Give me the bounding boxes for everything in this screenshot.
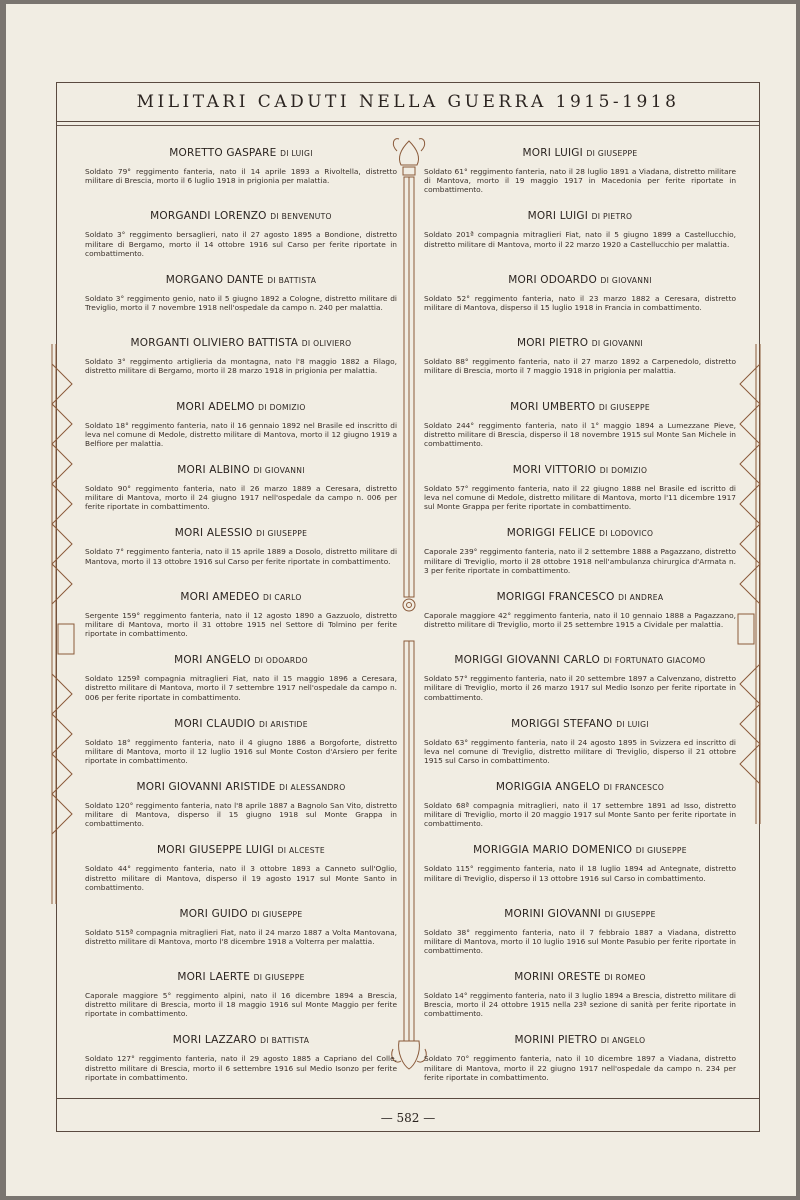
entry-name: MORI ADELMO xyxy=(176,400,255,413)
list-item xyxy=(424,971,736,1034)
entry-name: MORIGGI FRANCESCO xyxy=(496,590,615,603)
list-item xyxy=(424,274,736,337)
entry-name: MORI GIUSEPPE LUIGI xyxy=(157,844,275,857)
list-item xyxy=(424,908,736,971)
entry-father: DI GIUSEPPE xyxy=(256,529,308,539)
entry-text: Soldato 18° reggimento fanteria, nato il 16 gennaio 1892 nel Brasile ed inscritto di leva nel comune di Medole, distretto militare di Mantova, morto il 12 giugno 1919 a Belfiore per malattia. xyxy=(85,420,397,448)
entry-father: DI LODOVICO xyxy=(599,529,654,539)
left-flagpole-icon xyxy=(38,344,78,904)
list-item xyxy=(424,591,736,654)
entry-name: MORI ODOARDO xyxy=(508,273,597,286)
entry-text: Soldato 61° reggimento fanteria, nato il 28 luglio 1891 a Viadana, distretto militare di Mantova, morto il 19 maggio 1917 in Macedonia per ferite riportate in combattimento. xyxy=(424,167,736,195)
entry-name: MORI VITTORIO xyxy=(512,463,597,476)
entry-text: Soldato 515ª compagnia mitraglieri Fiat, nato il 24 marzo 1887 a Volta Mantovana, distretto militare di Mantova, morto l'8 dicembre 1918 a Volterra per malattia. xyxy=(85,927,397,946)
page-title: MILITARI CADUTI NELLA GUERRA 1915-1918 xyxy=(136,92,680,112)
entry-text: Soldato 52° reggimento fanteria, nato il 23 marzo 1882 a Ceresara, distretto militare di Mantova, disperso il 15 luglio 1918 in Francia in combattimento. xyxy=(424,293,736,312)
list-item xyxy=(424,337,736,400)
entry-text: Soldato 201ª compagnia mitraglieri Fiat, nato il 5 giugno 1899 a Castellucchio, distretto militare di Mantova, morto il 22 marzo 1920 a Castellucchio per malattia. xyxy=(424,230,736,249)
entry-father: DI GIOVANNI xyxy=(591,339,644,349)
list-item xyxy=(424,401,736,464)
entry-name: MORGANO DANTE xyxy=(165,273,264,286)
entry-text: Caporale maggiore 42° reggimento fanteria, nato il 10 gennaio 1888 a Pagazzano, distretto militare di Treviglio, morto il 25 settembre 1915 a Cividale per malattia. xyxy=(424,610,736,629)
entry-father: DI FORTUNATO GIACOMO xyxy=(603,656,706,666)
entry-father: DI LUIGI xyxy=(280,149,313,158)
entry-text: Soldato 3° reggimento genio, nato il 5 giugno 1892 a Cologne, distretto militare di Treviglio, morto il 7 novembre 1918 nell'ospedale da campo n. 240 per malattia. xyxy=(85,293,397,312)
entry-text: Soldato 14° reggimento fanteria, nato il 3 luglio 1894 a Brescia, distretto militare di Brescia, morto il 24 ottobre 1915 nella 23ª sezione di sanità per ferite riportate in combattimento. xyxy=(424,991,736,1019)
entry-father: DI ROMEO xyxy=(604,973,646,983)
entry-father: DI FRANCESCO xyxy=(603,782,665,792)
entry-father: DI DOMIZIO xyxy=(258,402,306,412)
entry-text: Soldato 127° reggimento fanteria, nato il 29 agosto 1885 a Capriano del Colle, distretto militare di Brescia, morto il 6 settembre 1916 sul Medio Isonzo per ferite riportate in combattimento. xyxy=(85,1054,397,1082)
entry-father: DI ALESSANDRO xyxy=(279,782,346,792)
entry-text: Soldato 3° reggimento artiglieria da montagna, nato l'8 maggio 1882 a Filago, distretto militare di Bergamo, morto il 28 marzo 1918 in prigionia per malattia. xyxy=(85,357,397,376)
entry-text: Caporale maggiore 5° reggimento alpini, nato il 16 dicembre 1894 a Brescia, distretto militare di Brescia, morto il 18 maggio 1916 sul Monte Maggio per ferite riportate in combattimento. xyxy=(85,991,397,1019)
list-item xyxy=(424,527,736,590)
entry-father: DI BATTISTA xyxy=(260,1036,310,1046)
list-item xyxy=(424,844,736,907)
entry-father: DI ODOARDO xyxy=(254,656,308,666)
entry-name: MORIGGI GIOVANNI CARLO xyxy=(454,654,600,667)
list-item xyxy=(424,147,736,210)
entry-name: MORI LAERTE xyxy=(177,971,251,984)
page-frame xyxy=(56,82,760,1132)
entry-text: Soldato 90° reggimento fanteria, nato il 26 marzo 1889 a Ceresara, distretto militare di Mantova, morto il 24 giugno 1917 nell'ospedale da campo n. 006 per ferite riportate in combattimento. xyxy=(85,483,397,512)
list-item xyxy=(85,971,397,1034)
list-item xyxy=(85,1034,397,1097)
list-item xyxy=(424,718,736,781)
title-bar xyxy=(57,83,759,122)
entry-name: MORINI ORESTE xyxy=(514,971,601,984)
entry-name: MORI GIOVANNI ARISTIDE xyxy=(136,780,276,793)
entry-father: DI LUIGI xyxy=(616,719,649,729)
entry-name: MORGANDI LORENZO xyxy=(150,210,267,223)
entry-father: DI GIUSEPPE xyxy=(635,846,687,856)
entry-text: Soldato 88° reggimento fanteria, nato il 27 marzo 1892 a Carpenedolo, distretto militare di Brescia, morto il 7 maggio 1918 in prigionia per malattia. xyxy=(424,357,736,376)
entry-father: DI GIOVANNI xyxy=(600,275,652,285)
entry-text: Soldato 3° reggimento bersaglieri, nato il 27 agosto 1895 a Bondione, distretto militare di Bergamo, morto il 14 ottobre 1916 sul Carso per ferite riportate in combattimento. xyxy=(85,230,397,258)
list-item xyxy=(85,844,397,907)
entry-text: Soldato 79° reggimento fanteria, nato il 14 aprile 1893 a Rivoltella, distretto militare di Brescia, morto il 6 luglio 1918 in prigionia per malattia. xyxy=(85,167,397,186)
list-item xyxy=(85,781,397,844)
entry-father: DI ARISTIDE xyxy=(258,719,308,729)
entry-father: DI ANGELO xyxy=(600,1036,646,1046)
entry-text: Soldato 18° reggimento fanteria, nato il 4 giugno 1886 a Borgoforte, distretto militare di Mantova, morto il 12 luglio 1916 sul Monte Coston d'Arsiero per ferite riportate in combattimento. xyxy=(85,737,397,765)
list-item xyxy=(85,908,397,971)
entry-name: MORIGGI STEFANO xyxy=(511,717,613,730)
entry-text: Soldato 1259ª compagnia mitraglieri Fiat, nato il 15 maggio 1896 a Ceresara, distretto militare di Mantova, morto il 7 settembre 1917 nell'ospedale da campo n. 006 per ferite riportate in combattimento. xyxy=(85,674,397,702)
entry-name: MORIGGI FELICE xyxy=(506,527,596,540)
entry-text: Soldato 63° reggimento fanteria, nato il 24 agosto 1895 in Svizzera ed inscritto di leva nel comune di Treviglio, distretto militare di Treviglio, disperso il 21 ottobre 1915 sul Carso in combattimento. xyxy=(424,737,736,765)
entry-name: MORETTO GASPARE xyxy=(169,147,277,159)
right-flagpole-icon xyxy=(734,344,774,824)
list-item xyxy=(85,147,397,210)
entry-name: MORI PIETRO xyxy=(516,337,589,350)
entry-text: Soldato 68ª compagnia mitraglieri, nato il 17 settembre 1891 ad Isso, distretto militare di Treviglio, morto il 20 maggio 1917 sul Monte Santo per ferite riportate in combattimento. xyxy=(424,800,736,829)
entry-father: DI ANDREA xyxy=(618,592,664,602)
list-item xyxy=(85,591,397,654)
list-item xyxy=(85,337,397,400)
entry-father: DI ALCESTE xyxy=(277,846,325,856)
list-item xyxy=(85,654,397,717)
entry-father: DI CARLO xyxy=(263,592,302,602)
page xyxy=(6,4,796,1196)
entry-text: Soldato 70° reggimento fanteria, nato il 10 dicembre 1897 a Viadana, distretto militare di Mantova, morto il 22 giugno 1917 nell'ospedale da campo n. 234 per ferite riportate in combattimento. xyxy=(424,1054,736,1082)
entry-father: DI BENVENUTO xyxy=(270,212,332,222)
entry-name: MORI ALESSIO xyxy=(174,527,253,540)
left-column xyxy=(85,147,397,1098)
entry-name: MORI LUIGI xyxy=(527,210,589,223)
entry-name: MORINI PIETRO xyxy=(514,1034,598,1047)
entry-father: DI GIUSEPPE xyxy=(604,909,656,919)
entry-father: DI GIOVANNI xyxy=(253,465,305,475)
entry-name: MORI LUIGI xyxy=(522,147,583,159)
entry-name: MORI AMEDEO xyxy=(180,590,260,603)
list-item xyxy=(424,1034,736,1097)
list-item xyxy=(85,210,397,273)
entry-name: MORIGGIA ANGELO xyxy=(495,780,601,793)
list-item xyxy=(85,527,397,590)
entry-text: Soldato 38° reggimento fanteria, nato il 7 febbraio 1887 a Viadana, distretto militare di Mantova, morto il 10 luglio 1916 sul Monte Pasubio per ferite riportate in combattimento. xyxy=(424,927,736,956)
entry-name: MORI ANGELO xyxy=(174,654,251,667)
list-item xyxy=(85,718,397,781)
list-item xyxy=(424,210,736,273)
entry-name: MORINI GIOVANNI xyxy=(504,907,602,920)
entry-father: DI DOMIZIO xyxy=(599,465,648,475)
entry-text: Soldato 244° reggimento fanteria, nato il 1° maggio 1894 a Lumezzane Pieve, distretto militare di Brescia, disperso il 18 novembre 1915 sul Monte San Michele in combattimento. xyxy=(424,420,736,448)
list-item xyxy=(424,654,736,717)
entry-father: DI BATTISTA xyxy=(267,275,317,285)
entry-name: MORIGGIA MARIO DOMENICO xyxy=(473,844,633,857)
list-item xyxy=(85,401,397,464)
entry-text: Soldato 115° reggimento fanteria, nato il 18 luglio 1894 ad Antegnate, distretto militare di Treviglio, disperso il 13 ottobre 1916 sul Carso in combattimento. xyxy=(424,864,736,883)
entry-name: MORI CLAUDIO xyxy=(174,717,256,730)
entry-father: DI GIUSEPPE xyxy=(598,402,650,412)
entry-name: MORI LAZZARO xyxy=(172,1034,257,1047)
entry-text: Caporale 239° reggimento fanteria, nato il 2 settembre 1888 a Pagazzano, distretto militare di Treviglio, morto il 28 ottobre 1918 nell'ambulanza chirurgica d'Armata n. 3 per ferite riportate in combattimento. xyxy=(424,547,736,575)
entry-father: DI GIUSEPPE xyxy=(586,149,638,158)
entry-father: DI PIETRO xyxy=(591,212,633,222)
entry-name: MORI UMBERTO xyxy=(510,400,596,413)
entry-name: MORI GUIDO xyxy=(179,907,248,920)
list-item xyxy=(85,464,397,527)
entry-text: Sergente 159° reggimento fanteria, nato il 12 agosto 1890 a Gazzuolo, distretto militare di Mantova, morto il 31 ottobre 1915 nel Settore di Tolmino per ferite riportate in combattimento. xyxy=(85,610,397,639)
entry-father: DI GIUSEPPE xyxy=(253,973,305,983)
right-column xyxy=(424,147,736,1098)
list-item xyxy=(424,464,736,527)
entry-text: Soldato 57° reggimento fanteria, nato il 22 giugno 1888 nel Brasile ed iscritto di leva nel comune di Medole, distretto militare di Mantova, morto l'11 dicembre 1917 sul Monte Grappa per ferite riportate in combattimento. xyxy=(424,483,736,512)
entry-text: Soldato 7° reggimento fanteria, nato il 15 aprile 1889 a Dosolo, distretto militare di Mantova, morto il 13 ottobre 1916 sul Carso per ferite riportate in combattimento. xyxy=(85,547,397,566)
entry-name: MORI ALBINO xyxy=(177,463,250,476)
list-item xyxy=(424,781,736,844)
entry-name: MORGANTI OLIVIERO BATTISTA xyxy=(130,337,299,350)
footer-divider xyxy=(57,1098,759,1099)
entry-text: Soldato 120° reggimento fanteria, nato l'8 aprile 1887 a Bagnolo San Vito, distretto militare di Mantova, disperso il 15 giugno 1918 sul Monte Grappa in combattimento. xyxy=(85,800,397,829)
entry-text: Soldato 44° reggimento fanteria, nato il 3 ottobre 1893 a Canneto sull'Oglio, distretto militare di Mantova, disperso il 19 agosto 1917 sul Monte Santo in combattimento. xyxy=(85,864,397,892)
entry-father: DI GIUSEPPE xyxy=(251,909,303,919)
page-number: — 582 — xyxy=(380,1111,436,1125)
entry-father: DI OLIVIERO xyxy=(301,339,352,349)
entry-text: Soldato 57° reggimento fanteria, nato il 20 settembre 1897 a Calvenzano, distretto militare di Treviglio, morto il 26 marzo 1917 sul Medio Isonzo per ferite riportate in combattimento. xyxy=(424,674,736,702)
list-item xyxy=(85,274,397,337)
